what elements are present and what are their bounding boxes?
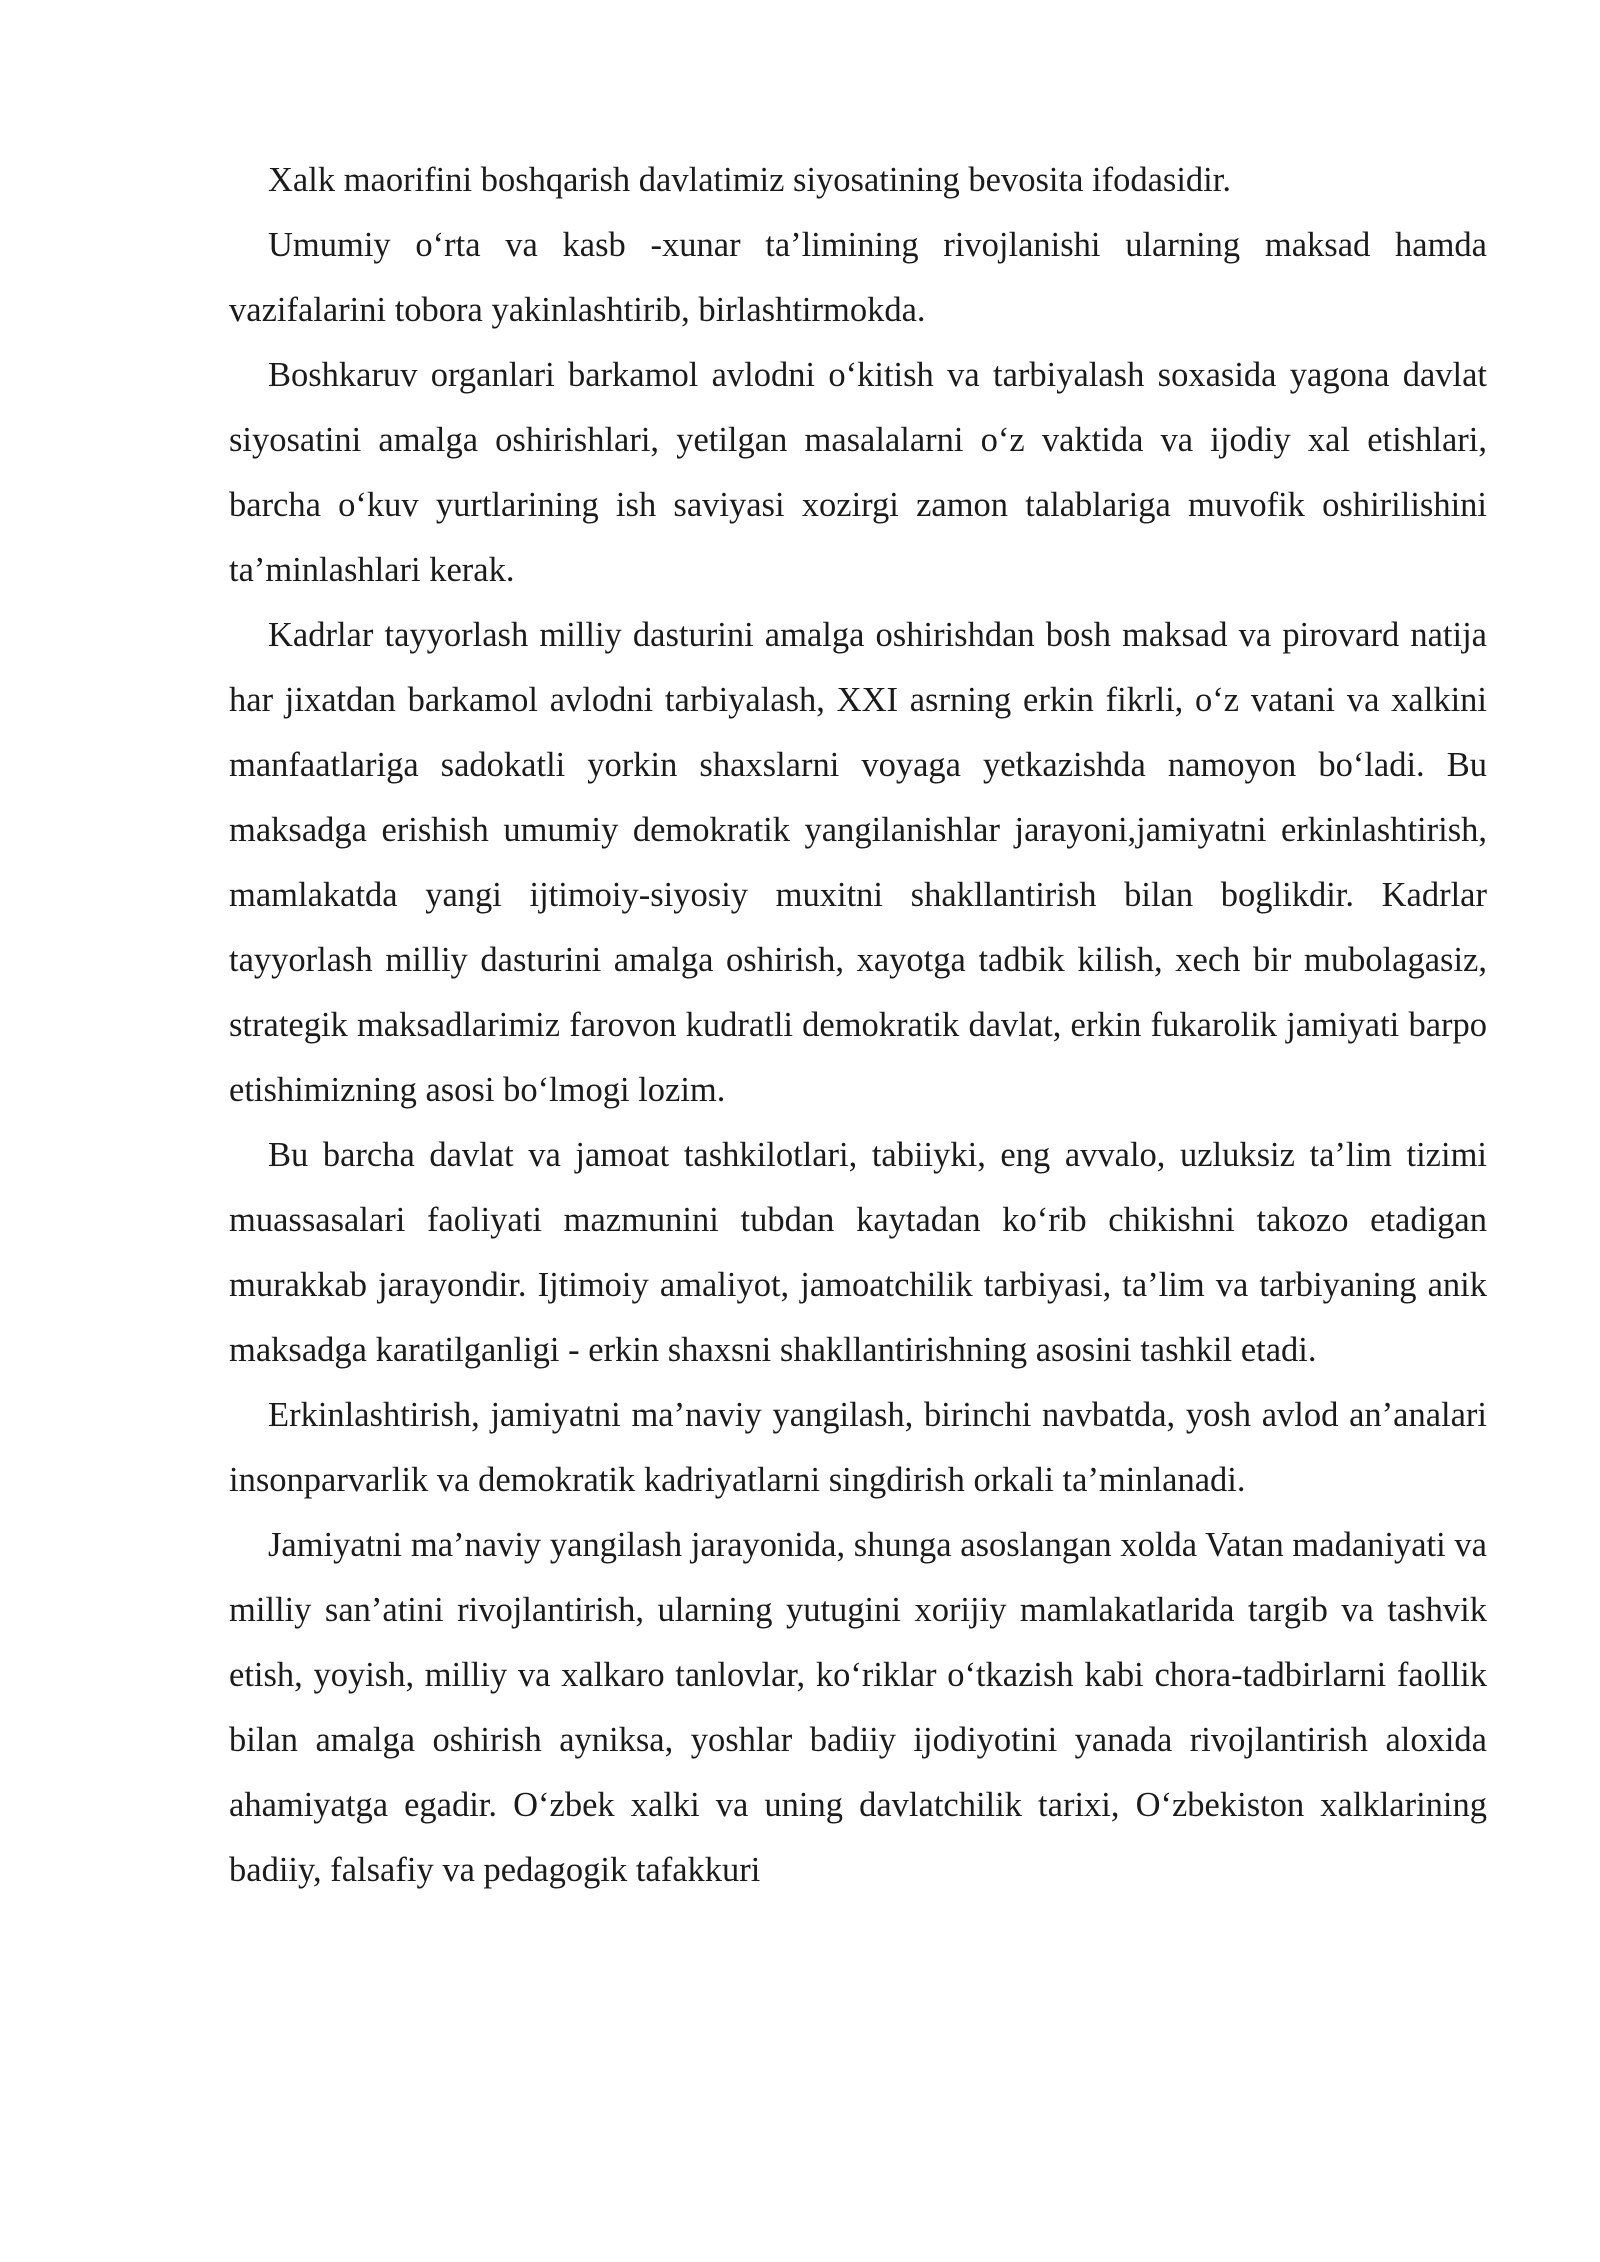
paragraph: Kadrlar tayyorlash milliy dasturini amalga oshirishdan bosh maksad va pirovard natija har jixatdan barkamol avlodni tarbiyalash, XXI asrning erkin fikrli, o‘z vatani va xalkini manfaatlariga sadokatli yorkin shaxslarni voyaga yetkazishda namoyon bo‘ladi. Bu maksadga erishish umumiy demokratik yangilanishlar jarayoni,jamiyatni erkinlashtirish, mamlakatda yangi ijtimoiy-siyosiy muxitni shakllantirish bilan boglikdir. Kadrlar tayyorlash milliy dasturini amalga oshirish, xayotga tadbik kilish, xech bir mubolagasiz, strategik maksadlarimiz farovon kudratli demokratik davlat, erkin fukarolik jamiyati barpo etishimizning asosi bo‘lmogi lozim.: [229, 616, 1487, 1109]
paragraph: Boshkaruv organlari barkamol avlodni o‘kitish va tarbiyalash soxasida yagona davlat siyosatini amalga oshirishlari, yetilgan masalalarni o‘z vaktida va ijodiy xal etishlari, barcha o‘kuv yurtlarining ish saviyasi xozirgi zamon talablariga muvofik oshirilishini ta’minlashlari kerak.: [229, 356, 1487, 589]
paragraph: Erkinlashtirish, jamiyatni ma’naviy yangilash, birinchi navbatda, yosh avlod an’analari insonparvarlik va demokratik kadriyatlarni singdirish orkali ta’minlanadi.: [229, 1396, 1487, 1499]
paragraph: Xalk maorifini boshqarish davlatimiz siyosatining bevosita ifodasidir.: [268, 161, 1231, 199]
paragraph: Jamiyatni ma’naviy yangilash jarayonida, shunga asoslangan xolda Vatan madaniyati va milliy san’atini rivojlantirish, ularning yutugini xorijiy mamlakatlarida targib va tashvik etish, yoyish, milliy va xalkaro tanlovlar, ko‘riklar o‘tkazish kabi chora-tadbirlarni faollik bilan amalga oshirish ayniksa, yoshlar badiiy ijodiyotini yanada rivojlantirish aloxida ahamiyatga egadir. O‘zbek xalki va uning davlatchilik tarixi, O‘zbekiston xalklarining badiiy, falsafiy va pedagogik tafakkuri: [229, 1526, 1487, 1889]
document-body: [229, 148, 1487, 1903]
paragraph: Bu barcha davlat va jamoat tashkilotlari, tabiiyki, eng avvalo, uzluksiz ta’lim tizimi muassasalari faoliyati mazmunini tubdan kaytadan ko‘rib chikishni takozo etadigan murakkab jarayondir. Ijtimoiy amaliyot, jamoatchilik tarbiyasi, ta’lim va tarbiyaning anik maksadga karatilganligi - erkin shaxsni shakllantirishning asosini tashkil etadi.: [229, 1136, 1487, 1369]
paragraph: Umumiy o‘rta va kasb -xunar ta’limining rivojlanishi ularning maksad hamda vazifalarini tobora yakinlashtirib, birlashtirmokda.: [229, 226, 1487, 329]
